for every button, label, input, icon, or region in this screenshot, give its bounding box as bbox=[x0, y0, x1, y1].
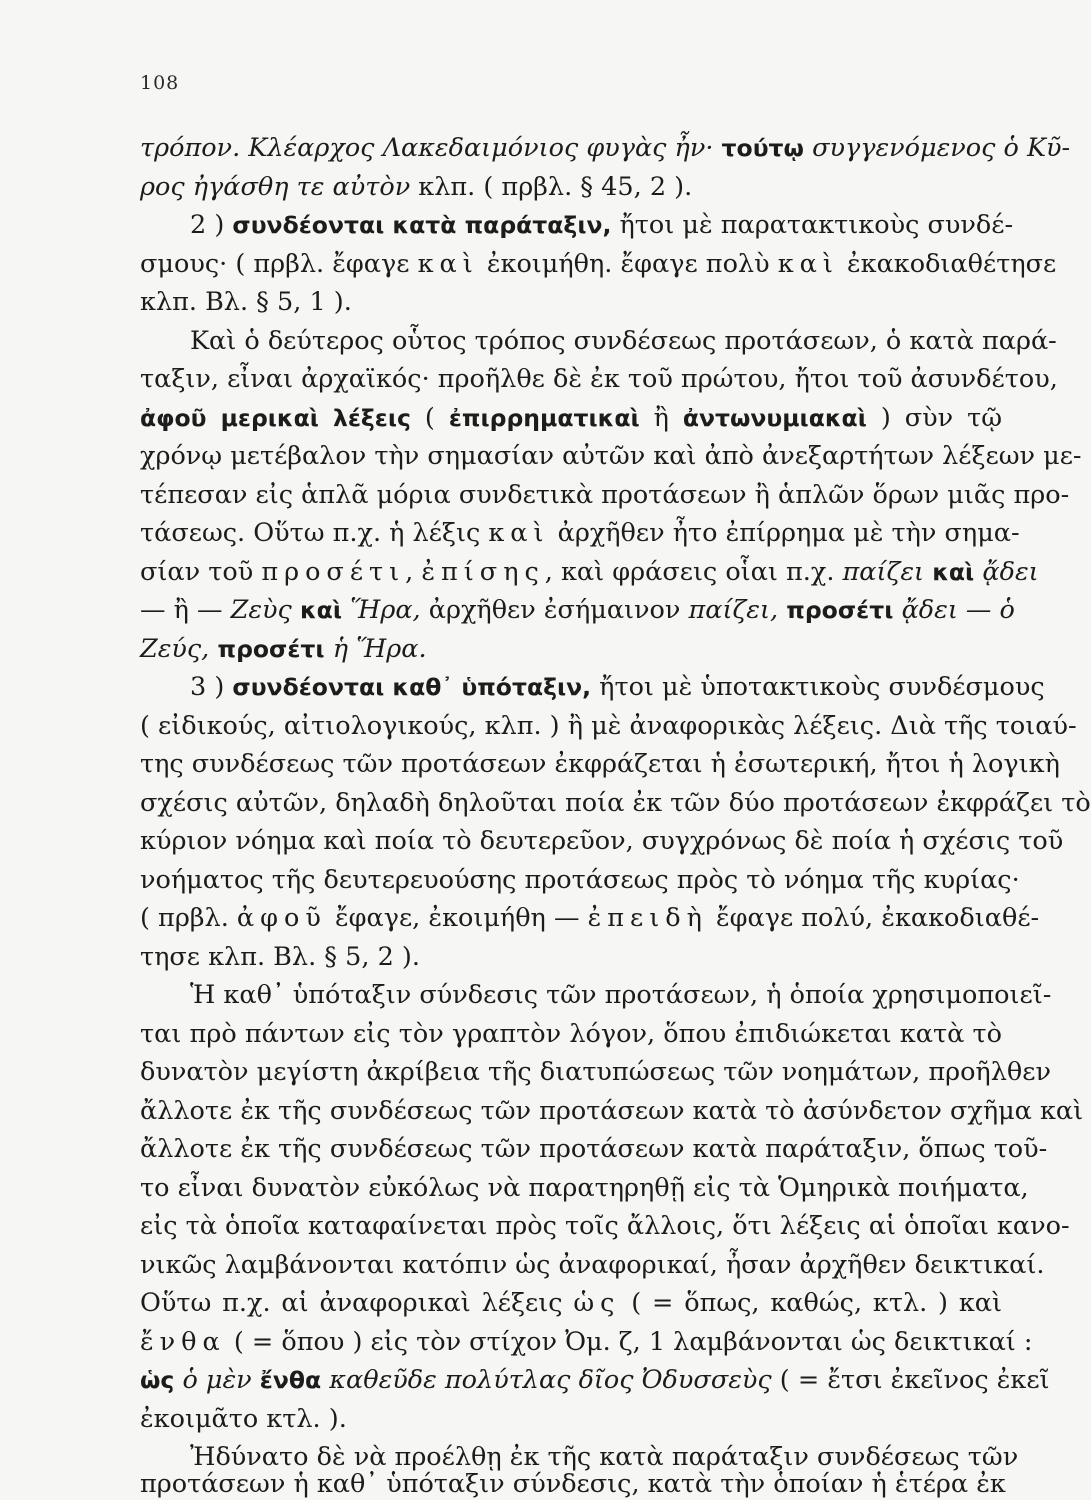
text-segment: ( = ὅπως, καθώς, κτλ. ) καὶ bbox=[620, 1288, 1002, 1318]
italic-text: ὁ μὲν bbox=[174, 1365, 260, 1395]
spaced-text: ἐπίσης bbox=[421, 557, 545, 587]
bold-text: ἀντωνυμιακαὶ bbox=[682, 404, 867, 432]
italic-text: ᾄδει bbox=[982, 557, 1039, 587]
bold-text: ἔνθα bbox=[259, 1366, 322, 1394]
text-line bbox=[140, 865, 1020, 895]
text-line bbox=[140, 133, 1071, 163]
text-line bbox=[140, 595, 1015, 625]
text-line bbox=[140, 1327, 1033, 1357]
bold-text: ἐπιρρηματικαὶ bbox=[448, 404, 640, 432]
text-segment: σχέσις αὐτῶν, δηλαδὴ δηλοῦται ποία ἐκ τῶν δύο προτάσεων ἐκφράζει τὸ bbox=[140, 788, 1091, 818]
text-line bbox=[140, 1469, 1006, 1499]
spaced-text: ἔνθα bbox=[140, 1327, 226, 1357]
text-segment: κλπ. Βλ. § 5, 1 ). bbox=[140, 287, 352, 317]
text-segment: , καὶ φράσεις οἷαι π.χ. bbox=[544, 557, 843, 587]
text-segment: ἐκακοδιαθέτησε bbox=[838, 249, 1057, 279]
spaced-text: ὡς bbox=[573, 1288, 621, 1318]
text-line bbox=[140, 1365, 1050, 1395]
text-segment: ταξιν, εἶναι ἀρχαϊκός· προῆλθε δὲ ἐκ τοῦ πρώτου, ἤτοι τοῦ ἀσυνδέτου, bbox=[140, 364, 1058, 394]
italic-text: ἡ Ἥρα. bbox=[332, 634, 427, 664]
bold-text: τούτῳ bbox=[721, 134, 804, 162]
text-line bbox=[140, 1134, 1048, 1164]
text-segment: εἰς τὰ ὁποῖα καταφαίνεται πρὸς τοῖς ἄλλοις, ὅτι λέξεις αἱ ὁποῖαι κανο- bbox=[140, 1211, 1070, 1241]
text-line bbox=[190, 1442, 1019, 1472]
text-segment: χρόνῳ μετέβαλον τὴν σημασίαν αὐτῶν καὶ ἀπὸ ἀνεξαρτήτων λέξεων με- bbox=[140, 441, 1082, 471]
bold-text: ὡς bbox=[140, 1366, 175, 1394]
text-line bbox=[140, 903, 1040, 933]
text-segment: ( = ὅπου ) εἰς τὸν στίχον Ὀμ. ζ, 1 λαμβάνονται ὡς δεικτικαί : bbox=[225, 1327, 1033, 1357]
spaced-text: καὶ bbox=[777, 249, 839, 279]
bold-text: συνδέονται κατὰ παράταξιν, bbox=[232, 211, 612, 239]
text-segment: Οὕτω π.χ. αἱ ἀναφορικαὶ λέξεις bbox=[140, 1288, 574, 1318]
text-line bbox=[140, 441, 1082, 471]
text-line bbox=[140, 1173, 1029, 1203]
text-line bbox=[140, 711, 1077, 741]
text-segment: τησε κλπ. Βλ. § 5, 2 ). bbox=[140, 942, 420, 972]
text-line bbox=[140, 364, 1058, 394]
text-line bbox=[190, 672, 1045, 702]
text-line bbox=[140, 172, 1002, 202]
text-segment: ἄλλοτε ἐκ τῆς συνδέσεως τῶν προτάσεων κατὰ παράταξιν, ὅπως τοῦ- bbox=[140, 1134, 1048, 1164]
italic-text: Ἥρα, bbox=[350, 595, 421, 625]
text-segment: Καὶ ὁ δεύτερος οὗτος τρόπος συνδέσεως προτάσεων, ὁ κατὰ παρά- bbox=[190, 326, 1057, 356]
spaced-text: καὶ bbox=[417, 249, 479, 279]
text-segment: δυνατὸν μεγίστη ἀκρίβεια τῆς διατυπώσεως τῶν νοημάτων, προῆλθεν bbox=[140, 1057, 1051, 1087]
text-segment: ἐκοιμήθη. ἔφαγε πολὺ bbox=[478, 249, 778, 279]
text-line bbox=[140, 1096, 1084, 1126]
text-line bbox=[140, 1404, 1002, 1434]
text-segment: κύριον νόημα καὶ ποία τὸ δευτερεῦον, συγχρόνως δὲ ποία ἡ σχέσις τοῦ bbox=[140, 826, 1064, 856]
italic-text: Ζεύς, bbox=[140, 634, 210, 664]
text-segment: ( = ἔτσι ἐκεῖνος ἐκεῖ bbox=[771, 1365, 1050, 1395]
text-line bbox=[140, 1019, 1002, 1049]
text-segment: σμους· ( πρβλ. ἔφαγε bbox=[140, 249, 418, 279]
text-segment: ἄλλοτε ἐκ τῆς συνδέσεως τῶν προτάσεων κατὰ τὸ ἀσύνδετον σχῆμα καὶ bbox=[140, 1096, 1084, 1126]
text-segment: ἔφαγε πολύ, ἐκακοδιαθέ- bbox=[707, 903, 1040, 933]
bold-text: προσέτι bbox=[778, 596, 902, 624]
bold-text: καὶ bbox=[924, 558, 983, 586]
text-segment: ( εἰδικούς, αἰτιολογικούς, κλπ. ) ἢ μὲ ἀναφορικὰς λέξεις. Διὰ τῆς τοιαύ- bbox=[140, 711, 1077, 741]
italic-text: Ζεὺς bbox=[230, 595, 292, 625]
text-line bbox=[140, 249, 1057, 279]
text-line bbox=[140, 1057, 1051, 1087]
text-segment: της συνδέσεως τῶν προτάσεων ἐκφράζεται ἡ ἐσωτερική, ἤτοι ἡ λογικὴ bbox=[140, 749, 1060, 779]
italic-text: καθεῦδε πολύτλας δῖος Ὀδυσσεὺς bbox=[321, 1365, 772, 1395]
text-line bbox=[140, 749, 1060, 779]
bold-text: προσέτι bbox=[209, 635, 333, 663]
text-line bbox=[190, 210, 1014, 240]
bold-text: συνδέονται καθ᾽ ὑπόταξιν, bbox=[232, 673, 592, 701]
spaced-text: καὶ bbox=[488, 518, 550, 548]
text-line bbox=[140, 1211, 1070, 1241]
text-segment: ἤτοι μὲ παρατακτικοὺς συνδέ- bbox=[611, 210, 1014, 240]
text-line bbox=[140, 634, 1002, 664]
text-line bbox=[140, 403, 1002, 433]
text-segment: ἀρχῆθεν ἐσήμαινον bbox=[420, 595, 689, 625]
text-segment: ται πρὸ πάντων εἰς τὸν γραπτὸν λόγον, ὅπου ἐπιδιώκεται κατὰ τὸ bbox=[140, 1019, 1002, 1049]
text-segment: ( πρβλ. bbox=[140, 903, 237, 933]
text-segment: Ἠδύνατο δὲ νὰ προέλθῃ ἐκ τῆς κατὰ παράταξιν συνδέσεως τῶν bbox=[190, 1442, 1019, 1472]
italic-text: τρόπον. Κλέαρχος Λακεδαιμόνιος φυγὰς ἦν· bbox=[140, 133, 722, 163]
italic-text: παίζει, bbox=[688, 595, 779, 625]
page-number: 108 bbox=[140, 72, 180, 94]
text-line bbox=[140, 942, 1002, 972]
text-segment: — ἢ — bbox=[140, 595, 231, 625]
spaced-text: προσέτι bbox=[261, 557, 406, 587]
text-segment: τάσεως. Οὕτω π.χ. ἡ λέξις bbox=[140, 518, 489, 548]
italic-text: ρος ἠγάσθη τε αὐτὸν bbox=[140, 172, 411, 202]
text-segment: ἀρχῆθεν ἦτο ἐπίρρημα μὲ τὴν σημα- bbox=[549, 518, 1020, 548]
text-segment: ἤτοι μὲ ὑποτακτικοὺς συνδέσμους bbox=[591, 672, 1045, 702]
text-segment: σίαν τοῦ bbox=[140, 557, 262, 587]
text-segment: τέπεσαν εἰς ἁπλᾶ μόρια συνδετικὰ προτάσεων ἢ ἁπλῶν ὅρων μιᾶς προ- bbox=[140, 480, 1070, 510]
italic-text: συγγενόμενος ὁ Κῦ- bbox=[803, 133, 1071, 163]
text-segment: ἐκοιμᾶτο κτλ. ). bbox=[140, 1404, 347, 1434]
text-line bbox=[140, 287, 1002, 317]
bold-text: καὶ bbox=[291, 596, 351, 624]
text-segment: προτάσεων ἡ καθ᾽ ὑπόταξιν σύνδεσις, κατὰ τὴν ὁποίαν ἡ ἑτέρα ἐκ bbox=[140, 1469, 1006, 1499]
italic-text: παίζει bbox=[842, 557, 925, 587]
text-segment: κλπ. ( πρβλ. § 45, 2 ). bbox=[410, 172, 693, 202]
text-segment: ἔφαγε, ἐκοιμήθη — bbox=[326, 903, 588, 933]
text-segment: Ἡ καθ᾽ ὑπόταξιν σύνδεσις τῶν προτάσεων, ἡ ὁποία χρησιμοποιεῖ- bbox=[190, 980, 1052, 1010]
text-line bbox=[190, 326, 1057, 356]
text-line bbox=[140, 557, 1039, 587]
spaced-text: ἀφοῦ bbox=[236, 903, 327, 933]
text-segment: νικῶς λαμβάνονται κατόπιν ὡς ἀναφορικαί, ἦσαν ἀρχῆθεν δεικτικαί. bbox=[140, 1250, 1045, 1280]
text-line bbox=[140, 826, 1064, 856]
text-segment: 2 ) bbox=[190, 210, 233, 240]
text-segment: ἢ bbox=[639, 403, 683, 433]
text-segment: ( bbox=[410, 403, 449, 433]
text-line bbox=[140, 1288, 1002, 1318]
text-line bbox=[140, 518, 1020, 548]
bold-text: ἀφοῦ μερικαὶ λέξεις bbox=[140, 404, 411, 432]
text-line bbox=[190, 980, 1052, 1010]
text-line bbox=[140, 788, 1091, 818]
spaced-text: ἐπειδὴ bbox=[587, 903, 708, 933]
italic-text: ᾄδει — ὁ bbox=[901, 595, 1015, 625]
text-segment: νοήματος τῆς δευτερευούσης προτάσεως πρὸς τὸ νόημα τῆς κυρίας· bbox=[140, 865, 1020, 895]
text-segment: το εἶναι δυνατὸν εὐκόλως νὰ παρατηρηθῇ εἰς τὰ Ὁμηρικὰ ποιήματα, bbox=[140, 1173, 1029, 1203]
text-line bbox=[140, 1250, 1045, 1280]
text-segment: ) σὺν τῷ bbox=[866, 403, 1002, 433]
text-line bbox=[140, 480, 1070, 510]
text-segment: 3 ) bbox=[190, 672, 233, 702]
text-segment: , bbox=[405, 557, 422, 587]
